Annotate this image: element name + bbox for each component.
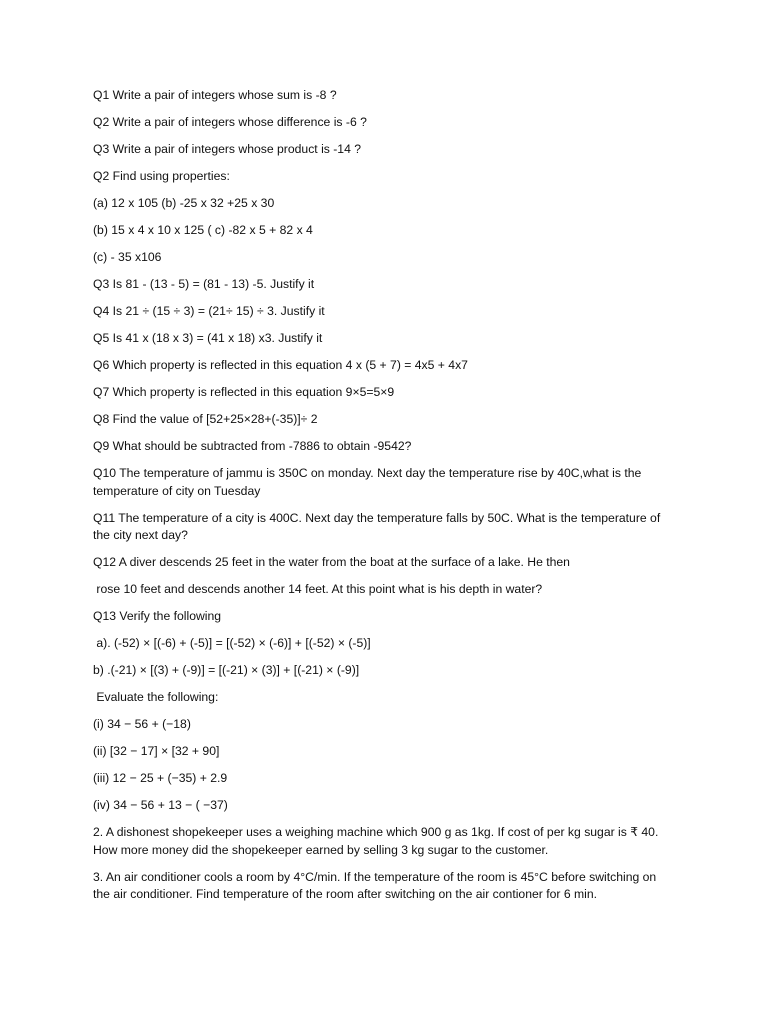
line-q2: Q2 Write a pair of integers whose difference is -6 ?	[93, 115, 367, 129]
line-part-b: (b) 15 x 4 x 10 x 125 ( c) -82 x 5 + 82 x 4	[93, 223, 313, 237]
line-q10: Q10 The temperature of jammu is 350C on monday. Next day the temperature rise by 40C,what is the temperature of city on Tuesday	[93, 466, 645, 498]
line-q8: Q8 Find the value of [52+25×28+(-35)]÷ 2	[93, 412, 318, 426]
line-q13-a: a). (-52) × [(-6) + (-5)] = [(-52) × (-6)] + [(-52) × (-5)]	[93, 636, 371, 650]
line-q3-justify: Q3 Is 81 - (13 - 5) = (81 - 13) -5. Justify it	[93, 277, 315, 291]
document-page	[93, 87, 673, 913]
line-q12: Q12 A diver descends 25 feet in the water from the boat at the surface of a lake. He then	[93, 555, 570, 569]
line-q5: Q5 Is 41 x (18 x 3) = (41 x 18) x3. Justify it	[93, 331, 323, 345]
line-part-c: (c) - 35 x106	[93, 250, 162, 264]
line-eval-iii: (iii) 12 − 25 + (−35) + 2.9	[93, 771, 228, 785]
line-q1: Q1 Write a pair of integers whose sum is -8 ?	[93, 88, 337, 102]
line-q9: Q9 What should be subtracted from -7886 to obtain -9542?	[93, 439, 412, 453]
line-q13: Q13 Verify the following	[93, 609, 222, 623]
line-eval-iv: (iv) 34 − 56 + 13 − ( −37)	[93, 798, 228, 812]
line-eval-ii: (ii) [32 − 17] × [32 + 90]	[93, 744, 220, 758]
line-problem-3: 3. An air conditioner cools a room by 4°C/min. If the temperature of the room is 45°C before switching on the air conditioner. Find temperature of the room after switching on the air contioner for 6 min.	[93, 869, 660, 901]
line-q2-properties: Q2 Find using properties:	[93, 169, 230, 183]
line-part-a: (a) 12 x 105 (b) -25 x 32 +25 x 30	[93, 196, 275, 210]
line-evaluate: Evaluate the following:	[93, 690, 219, 704]
line-q6: Q6 Which property is reflected in this equation 4 x (5 + 7) = 4x5 + 4x7	[93, 358, 468, 372]
line-eval-i: (i) 34 − 56 + (−18)	[93, 717, 191, 731]
line-q13-b: b) .(-21) × [(3) + (-9)] = [(-21) × (3)] + [(-21) × (-9)]	[93, 663, 360, 677]
line-q12-cont: rose 10 feet and descends another 14 feet. At this point what is his depth in water?	[93, 582, 543, 596]
line-problem-2: 2. A dishonest shopekeeper uses a weighing machine which 900 g as 1kg. If cost of per kg sugar is ₹ 40. How more money did the shopekeeper earned by selling 3 kg sugar to the customer.	[93, 825, 662, 857]
line-q11: Q11 The temperature of a city is 400C. Next day the temperature falls by 50C. What is the temperature of the city next day?	[93, 510, 664, 542]
line-q3: Q3 Write a pair of integers whose product is -14 ?	[93, 142, 362, 156]
line-q7: Q7 Which property is reflected in this equation 9×5=5×9	[93, 385, 395, 399]
line-q4: Q4 Is 21 ÷ (15 ÷ 3) = (21÷ 15) ÷ 3. Justify it	[93, 304, 325, 318]
